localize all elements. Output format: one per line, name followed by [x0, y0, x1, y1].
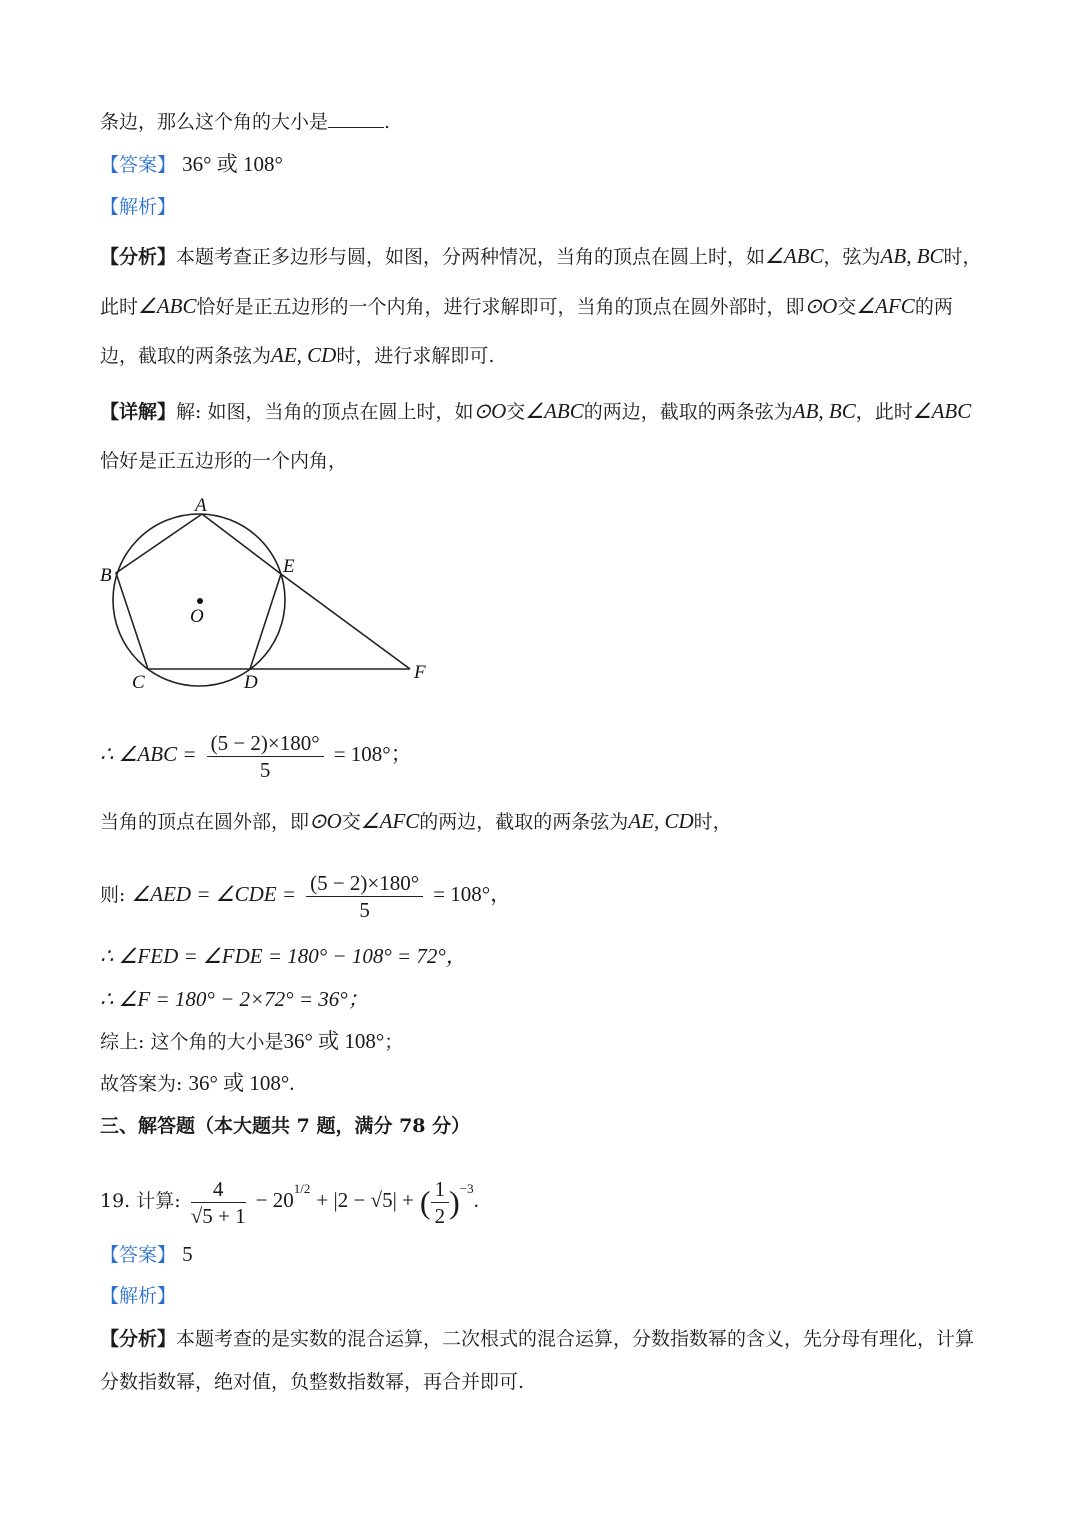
fraction: [191, 1176, 246, 1229]
math: = 108°；: [333, 742, 412, 766]
text: 的两: [914, 296, 953, 318]
final-answer-line: [100, 1069, 295, 1098]
equation-1: [100, 724, 412, 785]
math: ⊙O: [473, 399, 507, 423]
fraction-numerator: 4: [191, 1176, 246, 1203]
line-question-tail: [100, 108, 390, 136]
text: 本题考查正多边形与圆，如图，分两种情况，当角的顶点在圆上时，如: [176, 246, 766, 268]
math: 36° 或 108°: [188, 1071, 290, 1095]
equation-4: [100, 985, 369, 1014]
text: 时，进行求解即可.: [336, 345, 495, 367]
fenxi-line-2: [100, 292, 953, 321]
text: 当角的顶点在圆外部，即: [100, 811, 310, 833]
label-o: O: [190, 606, 204, 627]
text: 边，截取的两条弦为: [100, 345, 272, 367]
label-c: C: [132, 672, 145, 693]
exponent: 1/2: [293, 1181, 311, 1196]
text: 则:: [100, 884, 126, 906]
fraction-numerator: (5 − 2)×180°: [306, 870, 423, 897]
fraction: [306, 870, 423, 923]
line-ef: [281, 574, 410, 669]
label-d: D: [244, 672, 258, 693]
equation-3: [100, 942, 467, 971]
math: ∠AFC: [360, 809, 420, 833]
fenxi-line-3: [100, 341, 494, 370]
answer-value: 36° 或 108°: [182, 152, 283, 176]
outside-case-line: [100, 807, 732, 836]
math: ∠ABC: [525, 399, 584, 423]
label-f: F: [414, 662, 426, 683]
math: ∴ ∠FED = ∠FDE = 180° − 108° = 72°，: [100, 944, 467, 968]
math: ∴ ∠F = 180° − 2×72° = 36°；: [100, 987, 369, 1011]
xiangjie-line-2: [100, 447, 347, 475]
question-number: 19. 计算:: [100, 1190, 181, 1212]
text: 时，: [693, 811, 732, 833]
fenxi2-line-2: [100, 1368, 524, 1396]
fraction-numerator: (5 − 2)×180°: [207, 730, 324, 757]
math: ∠AED = ∠CDE =: [131, 882, 297, 906]
math: AE, CD: [628, 809, 694, 833]
text: 时，: [943, 246, 982, 268]
math: ∠ABC: [912, 399, 972, 423]
fenxi-line-1: [100, 242, 982, 271]
label-b: B: [100, 565, 112, 586]
fraction-denominator: 5: [359, 897, 370, 922]
label-e: E: [283, 556, 295, 577]
fenxi-tag: 【分析】: [100, 246, 177, 268]
text: 故答案为:: [100, 1073, 183, 1095]
pentagon-circle-figure: [90, 490, 450, 700]
fraction-denominator: √5 + 1: [190, 1203, 246, 1228]
fraction-numerator: 1: [431, 1176, 450, 1203]
text: ，弦为: [823, 246, 881, 268]
fenxi-tag: 【分析】: [100, 1328, 177, 1350]
text: 综上: 这个角的大小是: [100, 1031, 284, 1053]
fraction-denominator: 2: [434, 1203, 446, 1228]
text: 交: [837, 296, 857, 318]
question-19: [100, 1158, 479, 1233]
text: 的两边，截取的两条弦为: [419, 811, 629, 833]
answer-blank: [328, 109, 384, 128]
text: 恰好是正五边形的一个内角，: [100, 450, 348, 472]
math: ⊙O: [309, 809, 342, 833]
right-paren: ): [449, 1184, 460, 1220]
answer-value: 5: [182, 1242, 193, 1266]
equation-2: [100, 864, 511, 925]
math: = 108°，: [433, 882, 512, 906]
fraction-denominator: 5: [259, 757, 271, 782]
math: 36° 或 108°: [283, 1029, 385, 1053]
xiangjie-line-1: [100, 397, 971, 426]
answer-tag: 【答案】: [100, 154, 177, 176]
text: 的两边，截取的两条弦为: [583, 401, 793, 423]
fraction: [207, 730, 324, 783]
label-a: A: [195, 495, 207, 516]
center-point-o: [197, 598, 203, 604]
math: ∴ ∠ABC =: [100, 742, 197, 766]
math: − 20: [255, 1188, 294, 1212]
math: ⊙O: [804, 294, 838, 318]
text: ，此时: [855, 401, 913, 423]
math: ∠AFC: [856, 294, 915, 318]
exponent: −3: [459, 1181, 474, 1196]
math: AE, CD: [271, 343, 337, 367]
math: + |2 − √5| +: [316, 1188, 414, 1212]
math: AB, BC: [792, 399, 856, 423]
analysis-tag-1: [100, 193, 176, 221]
math: AB, BC: [880, 244, 944, 268]
analysis-tag: 【解析】: [100, 196, 177, 218]
answer-tag: 【答案】: [100, 1244, 177, 1266]
math: ∠ABC: [765, 244, 824, 268]
section-title: 三、解答题（本大题共 7 题，满分 78 分）: [100, 1115, 471, 1137]
math: ∠ABC: [138, 294, 197, 318]
xiangjie-tag: 【详解】: [100, 401, 177, 423]
text: 交: [341, 811, 361, 833]
fraction: [431, 1176, 450, 1229]
text: .: [384, 111, 391, 133]
text: 条边，那么这个角的大小是: [100, 111, 329, 133]
answer-line-2: [100, 1240, 193, 1269]
text: .: [289, 1071, 295, 1095]
text: 本题考查的是实数的混合运算，二次根式的混合运算，分数指数幂的含义，先分母有理化，计算: [176, 1328, 975, 1350]
text: .: [473, 1188, 479, 1212]
text: 解: 如图，当角的顶点在圆上时，如: [176, 401, 474, 423]
section-heading-3: [100, 1112, 470, 1140]
text: 交: [506, 401, 526, 423]
text: 此时: [100, 296, 139, 318]
fenxi2-line-1: [100, 1325, 974, 1353]
text: ；: [384, 1031, 404, 1053]
left-paren: (: [419, 1184, 431, 1220]
answer-line-1: [100, 150, 283, 179]
summary-line: [100, 1027, 403, 1056]
text: 恰好是正五边形的一个内角，进行求解即可，当角的顶点在圆外部时，即: [196, 296, 805, 318]
analysis-tag-2: [100, 1282, 176, 1310]
analysis-tag: 【解析】: [100, 1285, 177, 1307]
text: 分数指数幂，绝对值，负整数指数幂，再合并即可.: [100, 1371, 525, 1393]
